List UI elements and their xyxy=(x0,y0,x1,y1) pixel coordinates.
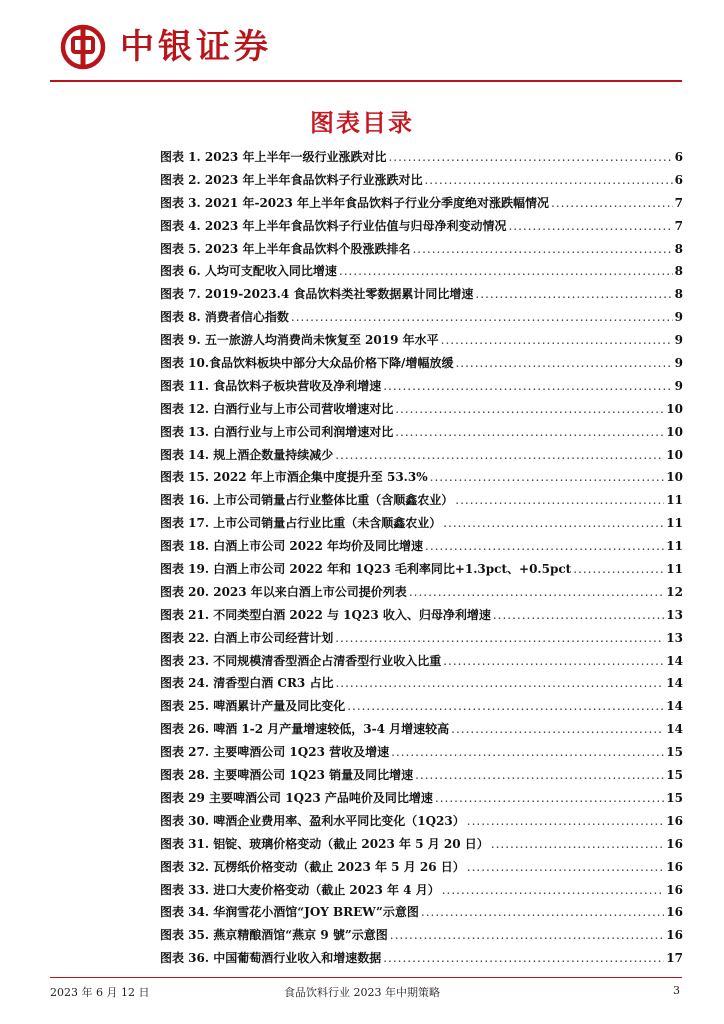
toc-entry-leader-dots xyxy=(467,856,665,879)
toc-entry-leader-dots xyxy=(467,810,665,833)
toc-entry-page: 8 xyxy=(674,241,683,256)
toc-entry-label: 图表 30. 啤酒企业费用率、盈利水平同比变化（1Q23） xyxy=(160,813,465,828)
toc-entry-label: 图表 33. 进口大麦价格变动（截止 2023 年 4 月） xyxy=(160,882,440,897)
toc-entry-page: 10 xyxy=(666,424,683,439)
toc-entry-page: 11 xyxy=(666,562,683,577)
toc-entry-page: 6 xyxy=(674,172,683,187)
toc-entry-page: 9 xyxy=(674,378,683,393)
footer-page-number: 3 xyxy=(673,984,680,997)
page-title: 图表目录 xyxy=(310,109,414,137)
toc-entry[interactable] xyxy=(160,741,683,764)
toc-entry-leader-dots xyxy=(335,627,664,650)
bank-of-china-logo-icon xyxy=(60,24,106,70)
toc-entry-page: 14 xyxy=(666,722,683,737)
toc-entry[interactable] xyxy=(160,535,683,558)
toc-entry-page: 10 xyxy=(666,470,683,485)
toc-entry-leader-dots xyxy=(409,581,664,604)
toc-entry[interactable] xyxy=(160,947,683,970)
toc-entry[interactable] xyxy=(160,856,683,879)
toc-entry-leader-dots xyxy=(443,512,664,535)
toc-entry-label: 图表 2. 2023 年上半年食品饮料子行业涨跌对比 xyxy=(160,172,423,187)
toc-entry[interactable] xyxy=(160,375,683,398)
toc-entry-page: 16 xyxy=(666,928,683,943)
toc-entry-leader-dots xyxy=(493,604,664,627)
toc-entry[interactable] xyxy=(160,352,683,375)
toc-entry[interactable] xyxy=(160,146,683,169)
toc-entry-page: 13 xyxy=(666,630,683,645)
toc-entry[interactable] xyxy=(160,924,683,947)
toc-entry-leader-dots xyxy=(508,215,672,238)
toc-entry-label: 图表 34. 华润雪花小酒馆“JOY BREW”示意图 xyxy=(160,905,419,920)
toc-entry-label: 图表 22. 白酒上市公司经营计划 xyxy=(160,630,334,645)
toc-entry-leader-dots xyxy=(421,901,664,924)
toc-entry[interactable] xyxy=(160,260,683,283)
toc-entry-leader-dots xyxy=(390,924,665,947)
toc-entry-leader-dots xyxy=(339,260,673,283)
toc-entry[interactable] xyxy=(160,810,683,833)
toc-entry[interactable] xyxy=(160,650,683,673)
toc-entry[interactable] xyxy=(160,695,683,718)
toc-entry-leader-dots xyxy=(424,169,672,192)
toc-entry-label: 图表 14. 规上酒企数量持续减少 xyxy=(160,447,334,462)
toc-entry-page: 15 xyxy=(666,768,683,783)
toc-entry-leader-dots xyxy=(383,375,672,398)
toc-entry-leader-dots xyxy=(335,672,664,695)
toc-entry-label: 图表 23. 不同规模清香型酒企占清香型行业收入比重 xyxy=(160,653,442,668)
toc-entry-page: 8 xyxy=(674,287,683,302)
toc-entry[interactable] xyxy=(160,901,683,924)
toc-entry[interactable] xyxy=(160,466,683,489)
toc-entry-leader-dots xyxy=(551,192,673,215)
toc-entry-leader-dots xyxy=(391,741,664,764)
toc-entry-label: 图表 6. 人均可支配收入同比增速 xyxy=(160,264,337,279)
toc-entry-page: 11 xyxy=(666,516,683,531)
toc-entry[interactable] xyxy=(160,444,683,467)
toc-entry-leader-dots xyxy=(430,466,665,489)
toc-entry-leader-dots xyxy=(395,421,664,444)
toc-entry-page: 14 xyxy=(666,699,683,714)
toc-entry-label: 图表 36. 中国葡萄酒行业收入和增速数据 xyxy=(160,951,382,966)
toc-entry-page: 9 xyxy=(674,333,683,348)
toc-entry-label: 图表 17. 上市公司销量占行业比重（未含顺鑫农业） xyxy=(160,516,442,531)
toc-entry[interactable] xyxy=(160,283,683,306)
toc-entry-label: 图表 1. 2023 年上半年一级行业涨跌对比 xyxy=(160,150,387,164)
toc-entry-leader-dots xyxy=(443,650,664,673)
toc-entry[interactable] xyxy=(160,215,683,238)
toc-entry-label: 图表 3. 2021 年-2023 年上半年食品饮料子行业分季度绝对涨跌幅情况 xyxy=(160,195,550,210)
header-divider xyxy=(50,80,682,82)
toc-entry-label: 图表 10.食品饮料板块中部分大众品价格下降/增幅放缓 xyxy=(160,356,454,371)
toc-entry-leader-dots xyxy=(291,306,673,329)
toc-entry[interactable] xyxy=(160,489,683,512)
toc-entry-label: 图表 15. 2022 年上市酒企集中度提升至 53.3% xyxy=(160,470,428,485)
toc-entry-label: 图表 13. 白酒行业与上市公司利润增速对比 xyxy=(160,424,394,439)
toc-entry-page: 16 xyxy=(666,859,683,874)
toc-entry-label: 图表 32. 瓦楞纸价格变动（截止 2023 年 5 月 26 日） xyxy=(160,859,465,874)
toc-entry[interactable] xyxy=(160,833,683,856)
toc-entry-label: 图表 11. 食品饮料子板块营收及净利增速 xyxy=(160,378,382,393)
toc-entry[interactable] xyxy=(160,604,683,627)
toc-entry[interactable] xyxy=(160,329,683,352)
toc-entry-page: 14 xyxy=(666,653,683,668)
toc-entry-label: 图表 18. 白酒上市公司 2022 年均价及同比增速 xyxy=(160,539,423,554)
toc-entry-label: 图表 27. 主要啤酒公司 1Q23 营收及增速 xyxy=(160,745,390,760)
footer-divider xyxy=(50,977,682,978)
toc-entry-label: 图表 8. 消费者信心指数 xyxy=(160,310,289,325)
toc-entry[interactable] xyxy=(160,581,683,604)
toc-entry-label: 图表 12. 白酒行业与上市公司营收增速对比 xyxy=(160,401,394,416)
toc-entry-page: 7 xyxy=(674,195,683,210)
toc-entry-leader-dots xyxy=(451,718,664,741)
toc-entry-page: 16 xyxy=(666,813,683,828)
toc-entry-page: 16 xyxy=(666,836,683,851)
toc-entry-label: 图表 25. 啤酒累计产量及同比变化 xyxy=(160,699,346,714)
toc-entry-label: 图表 19. 白酒上市公司 2022 年和 1Q23 毛利率同比+1.3pct、+0.5pct xyxy=(160,562,572,577)
toc-entry[interactable] xyxy=(160,558,683,581)
toc-entry-label: 图表 16. 上市公司销量占行业整体比重（含顺鑫农业） xyxy=(160,493,454,508)
toc-entry[interactable] xyxy=(160,879,683,902)
toc-entry-leader-dots xyxy=(442,879,665,902)
toc-entry-leader-dots xyxy=(388,146,672,169)
toc-entry-label: 图表 9. 五一旅游人均消费尚未恢复至 2019 年水平 xyxy=(160,333,439,348)
toc-entry-page: 9 xyxy=(674,356,683,371)
toc-entry-leader-dots xyxy=(491,833,665,856)
toc-entry-page: 9 xyxy=(674,310,683,325)
toc-entry-label: 图表 28. 主要啤酒公司 1Q23 销量及同比增速 xyxy=(160,768,414,783)
toc-entry-leader-dots xyxy=(573,558,664,581)
toc-entry[interactable] xyxy=(160,512,683,535)
toc-entry-label: 图表 4. 2023 年上半年食品饮料子行业估值与归母净利变动情况 xyxy=(160,218,507,233)
toc-entry-page: 10 xyxy=(666,401,683,416)
toc-entry-page: 14 xyxy=(666,676,683,691)
toc-entry-page: 11 xyxy=(666,493,683,508)
toc-entry-page: 15 xyxy=(666,745,683,760)
toc-entry-page: 11 xyxy=(666,539,683,554)
toc-entry-leader-dots xyxy=(415,764,664,787)
toc-entry-leader-dots xyxy=(455,489,664,512)
toc-entry-label: 图表 5. 2023 年上半年食品饮料个股涨跌排名 xyxy=(160,241,411,256)
toc-entry[interactable] xyxy=(160,238,683,261)
toc-entry-leader-dots xyxy=(435,787,664,810)
toc-entry-leader-dots xyxy=(347,695,664,718)
toc-entry-label: 图表 35. 燕京精酿酒馆“燕京 9 號”示意图 xyxy=(160,928,388,943)
toc-entry-leader-dots xyxy=(395,398,664,421)
toc-entry-page: 7 xyxy=(674,218,683,233)
toc-entry[interactable] xyxy=(160,627,683,650)
toc-entry[interactable] xyxy=(160,398,683,421)
toc-entry-page: 12 xyxy=(666,584,683,599)
toc-entry-label: 图表 7. 2019-2023.4 食品饮料类社零数据累计同比增速 xyxy=(160,287,474,302)
toc-entry-page: 15 xyxy=(666,790,683,805)
toc-entry[interactable] xyxy=(160,787,683,810)
toc-entry-label: 图表 26. 啤酒 1-2 月产量增速较低，3-4 月增速较高 xyxy=(160,722,450,737)
page-header xyxy=(0,0,724,90)
toc-entry-label: 图表 24. 清香型白酒 CR3 占比 xyxy=(160,676,334,691)
toc-entry-page: 6 xyxy=(674,150,683,164)
toc-entry-leader-dots xyxy=(441,329,673,352)
toc-entry-page: 13 xyxy=(666,607,683,622)
toc-entry[interactable] xyxy=(160,764,683,787)
toc-entry-page: 16 xyxy=(666,905,683,920)
toc-entry-page: 16 xyxy=(666,882,683,897)
toc-entry-label: 图表 29 主要啤酒公司 1Q23 产品吨价及同比增速 xyxy=(160,790,433,805)
toc-entry-page: 8 xyxy=(674,264,683,279)
toc-entry-leader-dots xyxy=(335,444,664,467)
footer-report-title: 食品饮料行业 2023 年中期策略 xyxy=(284,986,440,999)
toc-entry[interactable] xyxy=(160,421,683,444)
toc-entry[interactable] xyxy=(160,306,683,329)
toc-entry[interactable] xyxy=(160,718,683,741)
toc-entry-leader-dots xyxy=(425,535,664,558)
toc-entry-leader-dots xyxy=(412,238,672,261)
toc-entry-label: 图表 21. 不同类型白酒 2022 与 1Q23 收入、归母净利增速 xyxy=(160,607,491,622)
footer-date: 2023 年 6 月 12 日 xyxy=(50,986,150,999)
toc-entry-page: 10 xyxy=(666,447,683,462)
toc-entry-leader-dots xyxy=(455,352,672,375)
brand-name: 中银证券 xyxy=(120,27,272,67)
figure-list xyxy=(160,146,683,970)
toc-entry-label: 图表 20. 2023 年以来白酒上市公司提价列表 xyxy=(160,584,407,599)
toc-entry-label: 图表 31. 铝锭、玻璃价格变动（截止 2023 年 5 月 20 日） xyxy=(160,836,489,851)
toc-entry-leader-dots xyxy=(475,283,672,306)
toc-entry[interactable] xyxy=(160,192,683,215)
toc-entry-page: 17 xyxy=(666,951,683,966)
toc-entry[interactable] xyxy=(160,169,683,192)
toc-entry[interactable] xyxy=(160,672,683,695)
toc-entry-leader-dots xyxy=(383,947,664,970)
